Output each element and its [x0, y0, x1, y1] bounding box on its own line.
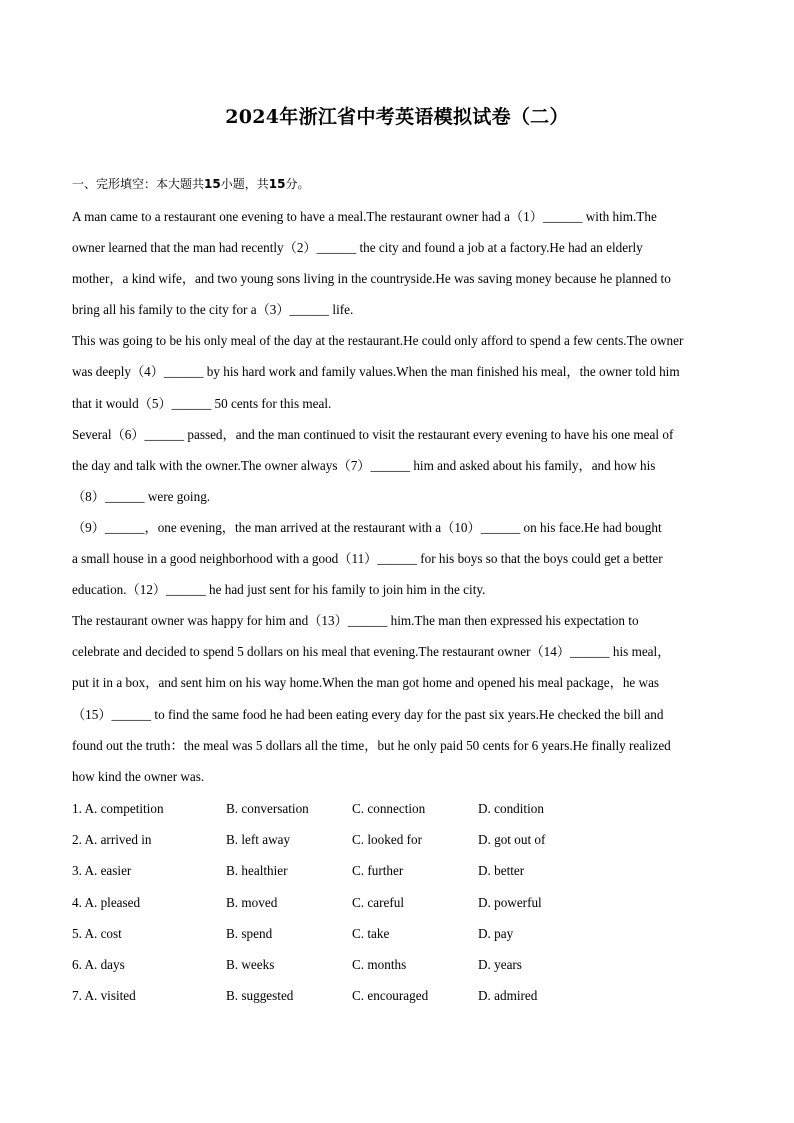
passage-paragraph	[72, 512, 732, 605]
section-heading-prefix: 一、完形填空：本大题共	[72, 177, 205, 191]
passage-paragraph	[72, 201, 732, 325]
section-question-count: 15	[204, 177, 221, 191]
question-row	[72, 824, 732, 855]
option-b: B. conversation	[226, 801, 309, 816]
option-a: 6. A. days	[72, 956, 125, 972]
passage-line: education.（12）______ he had just sent for his family to join him in the city.	[72, 582, 486, 598]
passage-line: that it would（5）______ 50 cents for this meal.	[72, 395, 332, 411]
question-row	[72, 949, 732, 980]
option-b: B. healthier	[226, 863, 288, 879]
passage-line: The restaurant owner was happy for him and（13）______ him.The man then expressed his expectation to	[72, 613, 639, 629]
option-a: 7. A. visited	[72, 988, 136, 1004]
option-b: B. weeks	[226, 956, 275, 972]
passage-line: bring all his family to the city for a（3）______ life.	[72, 302, 354, 318]
page-title: 2024年浙江省中考英语模拟试卷（二）	[225, 106, 569, 128]
section-heading-middle: 小题，共	[220, 177, 269, 191]
passage-line: （9）______，one evening，the man arrived at the restaurant with a（10）______ on his face.He had bought	[72, 519, 662, 535]
section-heading-suffix: 分。	[285, 177, 310, 191]
option-a: 1. A. competition	[72, 801, 164, 816]
option-d: D. years	[478, 956, 522, 972]
passage-line: A man came to a restaurant one evening to have a meal.The restaurant owner had a（1）______ with him.The	[72, 209, 657, 224]
question-row	[72, 887, 732, 918]
option-b: B. suggested	[226, 988, 294, 1004]
passage-paragraph	[72, 325, 732, 418]
passage-line: was deeply（4）______ by his hard work and family values.When the man finished his meal，the owner told him	[72, 364, 680, 380]
passage-line: how kind the owner was.	[72, 768, 205, 784]
option-d: D. powerful	[478, 894, 542, 910]
section-score: 15	[268, 177, 286, 191]
cloze-passage	[72, 201, 732, 792]
option-a: 4. A. pleased	[72, 894, 141, 910]
passage-paragraph	[72, 419, 732, 512]
option-d: D. better	[478, 863, 525, 879]
option-c: C. encouraged	[352, 988, 429, 1004]
passage-line: owner learned that the man had recently（2）______ the city and found a job at a factory.He had an elderly	[72, 240, 643, 256]
option-c: C. careful	[352, 894, 404, 910]
option-d: D. condition	[478, 801, 544, 816]
passage-line: a small house in a good neighborhood with a good（11）______ for his boys so that the boys could get a better	[72, 551, 663, 567]
answer-options	[72, 793, 732, 1011]
question-row	[72, 918, 732, 949]
option-c: C. months	[352, 956, 407, 972]
passage-paragraph	[72, 605, 732, 792]
option-a: 5. A. cost	[72, 925, 122, 941]
option-d: D. pay	[478, 925, 514, 941]
passage-line: Several（6）______ passed，and the man continued to visit the restaurant every evening to have his one meal of	[72, 426, 674, 442]
passage-line: celebrate and decided to spend 5 dollars on his meal that evening.The restaurant owner（14）______ his meal，	[72, 644, 671, 660]
section-heading	[72, 175, 309, 193]
option-a: 2. A. arrived in	[72, 832, 152, 848]
option-a: 3. A. easier	[72, 863, 132, 879]
passage-line: put it in a box，and sent him on his way home.When the man got home and opened his meal package，he was	[72, 675, 660, 691]
passage-line: This was going to be his only meal of the day at the restaurant.He could only afford to spend a few cents.The owner	[72, 333, 684, 349]
option-c: C. take	[352, 925, 390, 941]
option-c: C. looked for	[352, 832, 422, 848]
passage-line: found out the truth：the meal was 5 dollars all the time，but he only paid 50 cents for 6 years.He finally realized	[72, 737, 671, 753]
passage-line: the day and talk with the owner.The owner always（7）______ him and asked about his family，and how his	[72, 457, 656, 473]
passage-line: （15）______ to find the same food he had been eating every day for the past six years.He checked the bill and	[72, 706, 664, 722]
option-d: D. got out of	[478, 832, 546, 848]
option-c: C. connection	[352, 801, 426, 816]
option-c: C. further	[352, 863, 404, 879]
option-d: D. admired	[478, 988, 538, 1004]
passage-line: （8）______ were going.	[72, 488, 211, 504]
option-b: B. spend	[226, 925, 273, 941]
question-row	[72, 855, 732, 886]
question-row	[72, 980, 732, 1011]
question-row	[72, 793, 732, 824]
passage-line: mother，a kind wife，and two young sons living in the countryside.He was saving money because he planned to	[72, 271, 671, 287]
option-b: B. moved	[226, 894, 278, 910]
option-b: B. left away	[226, 832, 291, 848]
